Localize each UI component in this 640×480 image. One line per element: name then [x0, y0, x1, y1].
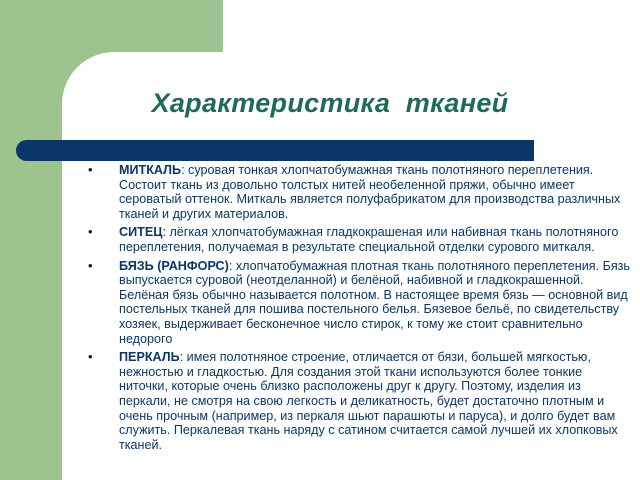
desc-mitkal: : суровая тонкая хлопчатобумажная ткань полотняного переплетения. Состоит ткань из довольно толстых нитей необеленной пряжи, обычно имеет сероватый оттенок. Миткаль является полуфабрикатом для производства различных тканей и других материалов. [119, 163, 621, 221]
term-perkal: ПЕРКАЛЬ [119, 350, 180, 365]
term-mitkal: МИТКАЛЬ [119, 163, 182, 177]
desc-perkal: : имея полотняное строение, отличается от бязи, большей мягкостью, нежностью и гладкостью. Для создания этой ткани используются более тонкие ниточки, которые очень близко расположены друг к другу. Поэтому, изделия из перкали, не смотря на свою легкость и деликатность, будет достаточно плотным и очень прочным (например, из перкаля шьют парашюты и паруса), и долго будет вам служить. Перкалевая ткань наряду с сатином считается самой лучшей их хлопковых тканей. [119, 350, 618, 452]
desc-byaz: : хлопчатобумажная плотная ткань полотняного переплетения. Бязь выпускается суровой (неотделанной) и белёной, набивной и гладкокрашенной. Белёная бязь обычно называется полотном. В настоящее время бязь — основной вид постельных тканей для пошива постельного белья. Бязевое бельё, по свидетельству хозяек, выдерживает бесконечное число стирок, к тому же стоит сравнительно недорого [119, 258, 630, 346]
list-item-sitets [82, 225, 634, 254]
bullet-icon: • [88, 162, 93, 177]
slide-title: Характеристика тканей [151, 88, 509, 118]
term-byaz: БЯЗЬ (РАНФОРС) [119, 258, 229, 273]
list-item-mitkal [82, 163, 634, 221]
bullet-icon: • [88, 257, 93, 273]
bullet-icon: • [88, 349, 93, 365]
bullet-icon: • [88, 224, 93, 240]
fabric-list [82, 163, 634, 456]
desc-sitets: : лёгкая хлопчатобумажная гладкокрашеная или набивная ткань полотняного переплетения, получаемая в результате специальной отделки сурового миткаля. [119, 225, 619, 254]
list-item-perkal [82, 350, 634, 452]
list-item-byaz [82, 259, 634, 347]
title-underline-bar [16, 140, 534, 161]
term-sitets: СИТЕЦ [119, 225, 163, 240]
